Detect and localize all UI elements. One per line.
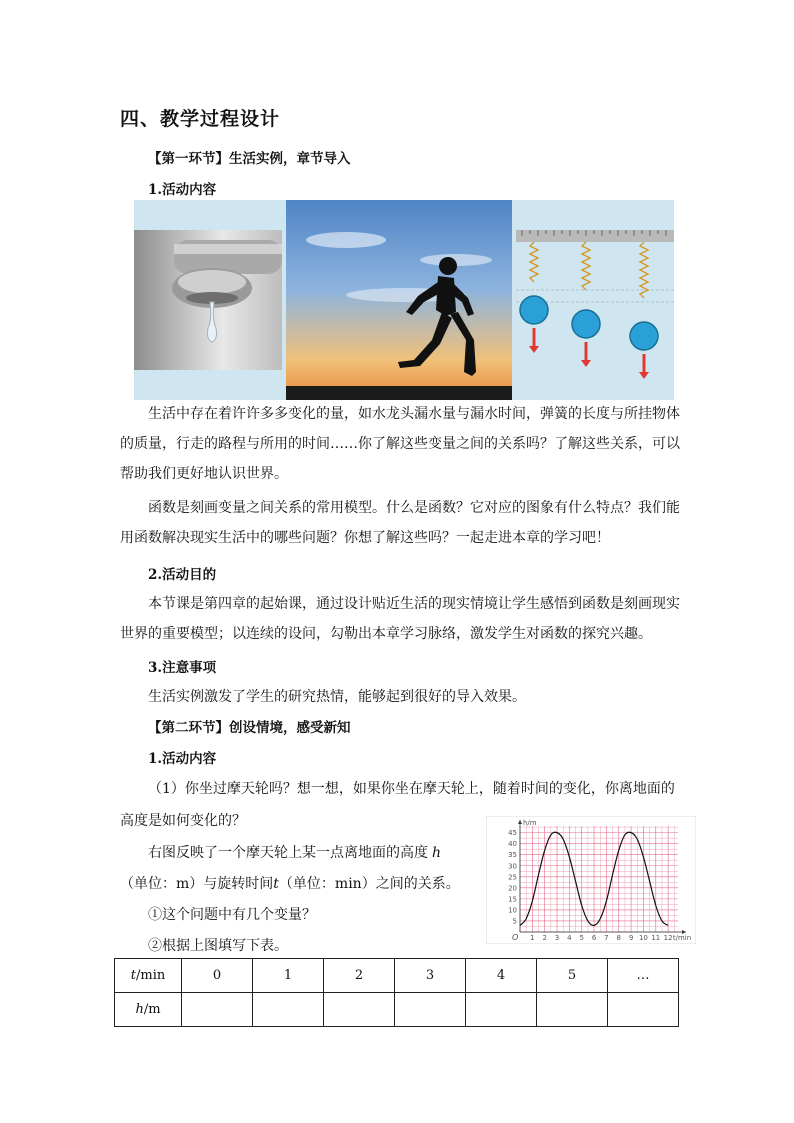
runner-photo [286, 200, 512, 400]
table-cell-blank[interactable] [395, 993, 466, 1027]
table-cell-blank[interactable] [466, 993, 537, 1027]
graph-description-line1 [148, 842, 441, 862]
desc-text-2b: （单位：min）之间的关系。 [278, 876, 460, 892]
table-header-cell: … [608, 959, 679, 993]
x-tick-label: 9 [628, 934, 634, 942]
part2-title: 【第二环节】创设情境，感受新知 [148, 720, 351, 736]
table-row [115, 959, 679, 993]
question1-line1: （1）你坐过摩天轮吗？想一想，如果你坐在摩天轮上，随着时间的变化，你离地面的 [148, 781, 675, 797]
springs-photo [516, 200, 674, 400]
table-cell-blank[interactable] [253, 993, 324, 1027]
y-tick-label: 40 [508, 840, 517, 849]
y-tick-label: 30 [508, 862, 517, 871]
desc-text-1: 右图反映了一个摩天轮上某一点离地面的高度 [148, 845, 428, 861]
ferris-wheel-graph [486, 816, 696, 944]
section-heading: 四、教学过程设计 [120, 108, 281, 130]
part1-sub-content: 1.活动内容 [148, 182, 217, 198]
x-tick-label: 6 [591, 934, 597, 942]
para3-line2: 世界的重要模型；以连续的设问，勾勒出本章学习脉络，激发学生对函数的探究兴趣。 [120, 626, 652, 642]
y-tick-label: 15 [508, 895, 517, 904]
x-tick-label: 2 [542, 934, 547, 942]
graph-description-line2 [120, 873, 460, 893]
y-tick-label: 45 [508, 829, 517, 838]
x-tick-label: 1 [530, 934, 535, 942]
y-tick-label: 25 [508, 873, 517, 882]
table-cell-blank[interactable] [324, 993, 395, 1027]
para1-line3: 帮助我们更好地认识世界。 [120, 466, 288, 482]
para1-line1: 生活中存在着许许多多变化的量，如水龙头漏水量与漏水时间，弹簧的长度与所挂物体 [148, 406, 680, 422]
part1-title: 【第一环节】生活实例，章节导入 [148, 151, 351, 167]
table-row [115, 993, 679, 1027]
intro-photos [134, 200, 674, 400]
x-tick-label: 11 [651, 934, 661, 942]
para1-line2: 的质量，行走的路程与所用的时间……你了解这些变量之间的关系吗？了解这些关系，可以 [120, 436, 680, 452]
x-tick-label: 5 [579, 934, 584, 942]
para2-line1: 函数是刻画变量之间关系的常用模型。什么是函数？它对应的图象有什么特点？我们能 [148, 500, 680, 516]
faucet-photo [134, 230, 282, 370]
table-header-cell: 0 [182, 959, 253, 993]
table-header-cell: 2 [324, 959, 395, 993]
y-tick-label: 5 [512, 917, 517, 926]
para2-line2: 用函数解决现实生活中的哪些问题？你想了解这些吗？一起走进本章的学习吧！ [120, 530, 610, 546]
table-cell-blank[interactable] [608, 993, 679, 1027]
x-tick-label: 10 [638, 934, 648, 942]
desc-text-2a: （单位：m）与旋转时间 [120, 876, 274, 892]
table-cell-blank[interactable] [182, 993, 253, 1027]
question-a: ①这个问题中有几个变量？ [148, 907, 316, 923]
table-cell-blank[interactable] [537, 993, 608, 1027]
x-tick-label: 8 [616, 934, 621, 942]
table-header-cell: 3 [395, 959, 466, 993]
x-tick-label: 7 [604, 934, 609, 942]
origin-label: O [512, 933, 519, 942]
data-table [114, 958, 679, 1027]
row-label-h: h/m [115, 993, 182, 1027]
y-tick-label: 10 [508, 906, 517, 915]
var-h: h [432, 845, 442, 861]
question-b: ②根据上图填写下表。 [148, 938, 288, 954]
x-tick-label: 12 [663, 934, 673, 942]
question1-line2: 高度是如何变化的？ [120, 813, 246, 829]
part2-sub-content: 1.活动内容 [148, 751, 217, 767]
y-tick-label: 20 [508, 884, 517, 893]
table-header-cell: 1 [253, 959, 324, 993]
table-header-cell: 4 [466, 959, 537, 993]
para4: 生活实例激发了学生的研究热情，能够起到很好的导入效果。 [148, 689, 526, 705]
var-t: t [273, 876, 279, 892]
part1-sub-notes: 3.注意事项 [148, 660, 217, 676]
para3-line1: 本节课是第四章的起始课，通过设计贴近生活的现实情境让学生感悟到函数是刻画现实 [148, 596, 680, 612]
x-tick-label: 3 [554, 934, 560, 942]
table-header-cell: 5 [537, 959, 608, 993]
x-tick-label: 4 [567, 934, 572, 942]
x-axis-label: t/min [672, 934, 692, 942]
row-label-t: t/min [115, 959, 182, 993]
height-time-chart [486, 816, 696, 944]
part1-sub-purpose: 2.活动目的 [148, 567, 217, 583]
y-tick-label: 35 [508, 851, 517, 860]
y-axis-label: h/m [523, 819, 537, 827]
